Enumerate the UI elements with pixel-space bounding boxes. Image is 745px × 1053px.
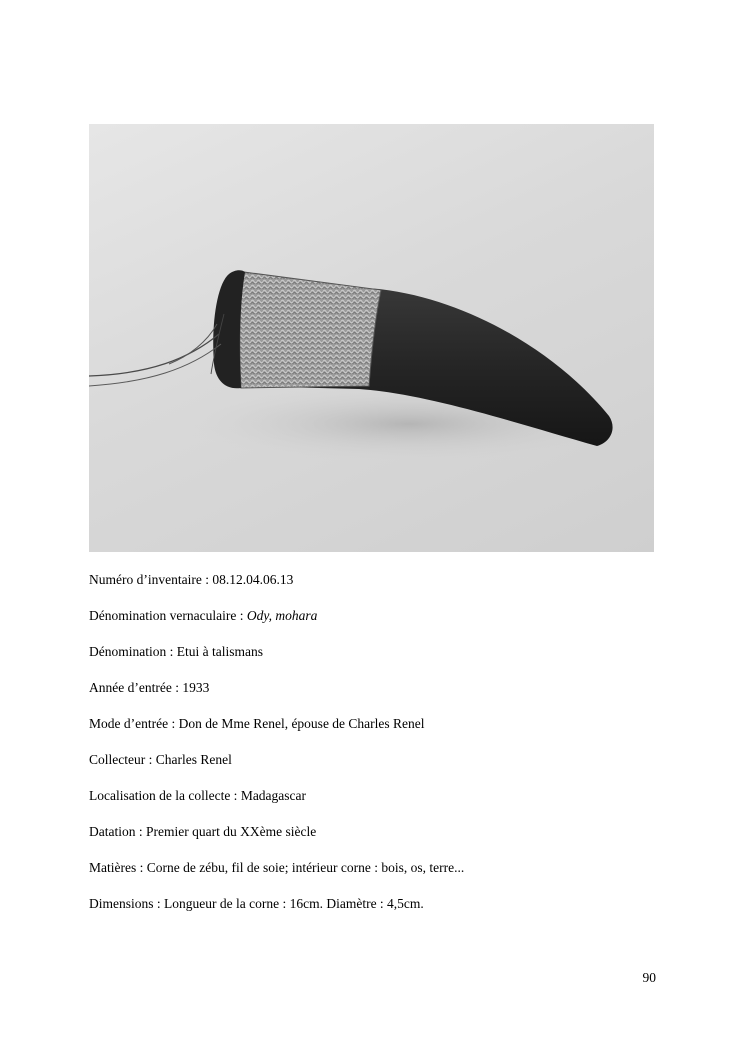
collector-field <box>89 746 669 782</box>
object-photo <box>89 124 654 552</box>
field-value: Charles Renel <box>155 752 232 767</box>
field-label: Numéro d’inventaire : <box>89 572 213 587</box>
vernacular-field <box>89 602 669 638</box>
dimensions-field <box>89 890 669 926</box>
field-value: Etui à talismans <box>176 644 263 659</box>
entry-year-field <box>89 674 669 710</box>
field-label: Dénomination : <box>89 644 177 659</box>
field-value: Ody, mohara <box>246 608 318 623</box>
entry-mode-field <box>89 710 669 746</box>
materials-field <box>89 854 669 890</box>
field-value: Premier quart du XXème siècle <box>146 824 317 839</box>
field-label: Dimensions : <box>89 896 165 911</box>
field-label: Année d’entrée : <box>89 680 183 695</box>
field-value: 08.12.04.06.13 <box>212 572 294 587</box>
string <box>169 324 217 364</box>
field-value: Corne de zébu, fil de soie; intérieur corne : bois, os, terre... <box>146 860 465 875</box>
location-field <box>89 782 669 818</box>
field-label: Matières : <box>89 860 147 875</box>
field-label: Localisation de la collecte : <box>89 788 241 803</box>
field-label: Collecteur : <box>89 752 156 767</box>
page-number: 90 <box>642 970 656 985</box>
field-label: Datation : <box>89 824 146 839</box>
inventory-field <box>89 566 669 602</box>
horn-illustration <box>89 124 654 552</box>
field-value: Don de Mme Renel, épouse de Charles Renel <box>178 716 425 731</box>
denomination-field <box>89 638 669 674</box>
field-label: Mode d’entrée : <box>89 716 179 731</box>
field-label: Dénomination vernaculaire : <box>89 608 247 623</box>
woven-band <box>240 272 381 388</box>
field-value: Madagascar <box>240 788 307 803</box>
string <box>89 344 221 386</box>
field-value: 1933 <box>182 680 210 695</box>
object-record <box>89 566 669 926</box>
string <box>89 334 219 376</box>
field-value: Longueur de la corne : 16cm. Diamètre : 4,5cm. <box>164 896 424 911</box>
dating-field <box>89 818 669 854</box>
